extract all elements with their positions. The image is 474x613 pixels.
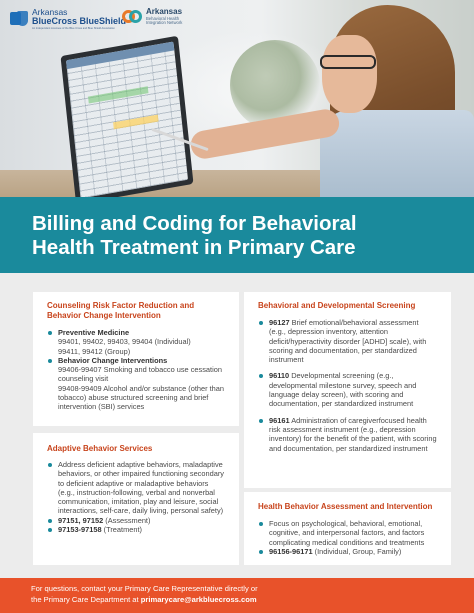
developmental-text-2: Developmental screening (e.g., developmental milestone survey, speech and language delay screen), with scoring and documentation, per standardized instrument bbox=[269, 371, 417, 409]
developmental-text-3: Administration of caregiverfocused health risk assessment instrument (e.g., depression inventory) for the benefit of the patient, with scoring and documentation, per standardized instrument bbox=[269, 415, 437, 453]
developmental-heading: Behavioral and Developmental Screening bbox=[258, 301, 416, 310]
monitor-screen bbox=[66, 41, 188, 197]
bcbs-logo-tagline: An Independent Licensee of the Blue Cross and Blue Shield Association bbox=[32, 26, 115, 30]
developmental-text-1: Brief emotional/behavioral assessment (e.g., depression inventory, attention deficit/hyperactivity disorder [ADHD] scale), with scoring and documentation, per standardized instrument bbox=[269, 318, 427, 365]
list-item bbox=[47, 328, 225, 337]
bcbs-logo-line1: Arkansas bbox=[32, 7, 68, 17]
list-item bbox=[47, 525, 225, 534]
developmental-code-1: 96127 bbox=[269, 318, 290, 327]
page-title bbox=[32, 212, 452, 260]
counseling-heading: Counseling Risk Factor Reduction and Behavior Change Intervention bbox=[47, 301, 195, 320]
adaptive-heading: Adaptive Behavior Services bbox=[47, 444, 153, 453]
behavior-line-2: 99408-99409 Alcohol and/or substance (other than tobacco) abuse structured screening and brief intervention (SBI) services bbox=[58, 383, 225, 412]
list-item bbox=[47, 516, 225, 525]
list-item bbox=[258, 371, 437, 408]
behavior-label: Behavior Change Interventions bbox=[58, 355, 168, 365]
abhin-logo-icon bbox=[122, 7, 142, 27]
person-face bbox=[322, 35, 377, 113]
bcbs-logo-line2: BlueCross BlueShield bbox=[32, 15, 127, 26]
bcbs-logo-icon bbox=[10, 10, 28, 28]
bcbs-logo bbox=[10, 8, 126, 30]
adaptive-card bbox=[33, 433, 239, 565]
footer-line1: For questions, contact your Primary Care Representative directly or bbox=[31, 584, 258, 593]
glasses-icon bbox=[320, 55, 376, 69]
footer-line2-prefix: the Primary Care Department at bbox=[31, 594, 141, 604]
adaptive-code-2: 97153-97158 bbox=[58, 525, 102, 535]
preventive-codes-2: 99411, 99412 (Group) bbox=[58, 346, 131, 356]
abhin-logo-line3: Integration Network bbox=[146, 20, 183, 26]
health-behavior-code: 96156-96171 bbox=[269, 546, 313, 556]
woman-with-glasses bbox=[300, 0, 474, 197]
adaptive-code-1-desc: (Assessment) bbox=[103, 515, 151, 525]
person-shirt bbox=[320, 110, 474, 197]
abhin-logo bbox=[122, 7, 182, 27]
list-item bbox=[258, 416, 437, 453]
computer-monitor bbox=[60, 36, 193, 197]
footer-email-link[interactable]: primarycare@arkbluecross.com bbox=[140, 594, 257, 604]
developmental-code-2: 96110 bbox=[269, 371, 290, 381]
list-item bbox=[258, 547, 437, 556]
health-behavior-heading: Health Behavior Assessment and Intervention bbox=[258, 502, 433, 511]
adaptive-description: Address deficient adaptive behaviors, maladaptive behaviors, or other impaired functioning secondary to deficient adaptive or maladaptive behaviors (e.g., instruction-following, verbal and nonverbal communication, imitation, play and leisure, social interactions, self-care, daily living, personal safety) bbox=[47, 460, 225, 516]
list-item bbox=[47, 356, 225, 365]
adaptive-code-2-desc: (Treatment) bbox=[101, 525, 142, 535]
hero-photo bbox=[0, 0, 474, 197]
health-behavior-code-desc: (Individual, Group, Family) bbox=[312, 546, 402, 556]
list-item bbox=[258, 318, 437, 364]
preventive-label: Preventive Medicine bbox=[58, 328, 130, 337]
adaptive-code-1: 97151, 97152 bbox=[58, 515, 104, 525]
abhin-logo-line2: Behavioral Health bbox=[146, 15, 180, 21]
abhin-logo-line1: Arkansas bbox=[146, 7, 183, 17]
developmental-code-3: 96161 bbox=[269, 415, 290, 425]
preventive-codes-1: 99401, 99402, 99403, 99404 (Individual) bbox=[58, 337, 191, 347]
health-behavior-card bbox=[244, 492, 451, 565]
page-title-line1: Billing and Coding for Behavioral bbox=[32, 212, 357, 235]
footer-text bbox=[31, 584, 451, 605]
health-behavior-description: Focus on psychological, behavioral, emotional, cognitive, and interpersonal factors, and factors complicating medical conditions and treatments bbox=[258, 519, 437, 547]
behavior-line-1: 99406-99407 Smoking and tobacco use cessation counseling visit bbox=[58, 365, 222, 384]
page-title-line2: Health Treatment in Primary Care bbox=[32, 236, 356, 259]
developmental-card bbox=[244, 292, 451, 488]
counseling-card bbox=[33, 292, 239, 426]
